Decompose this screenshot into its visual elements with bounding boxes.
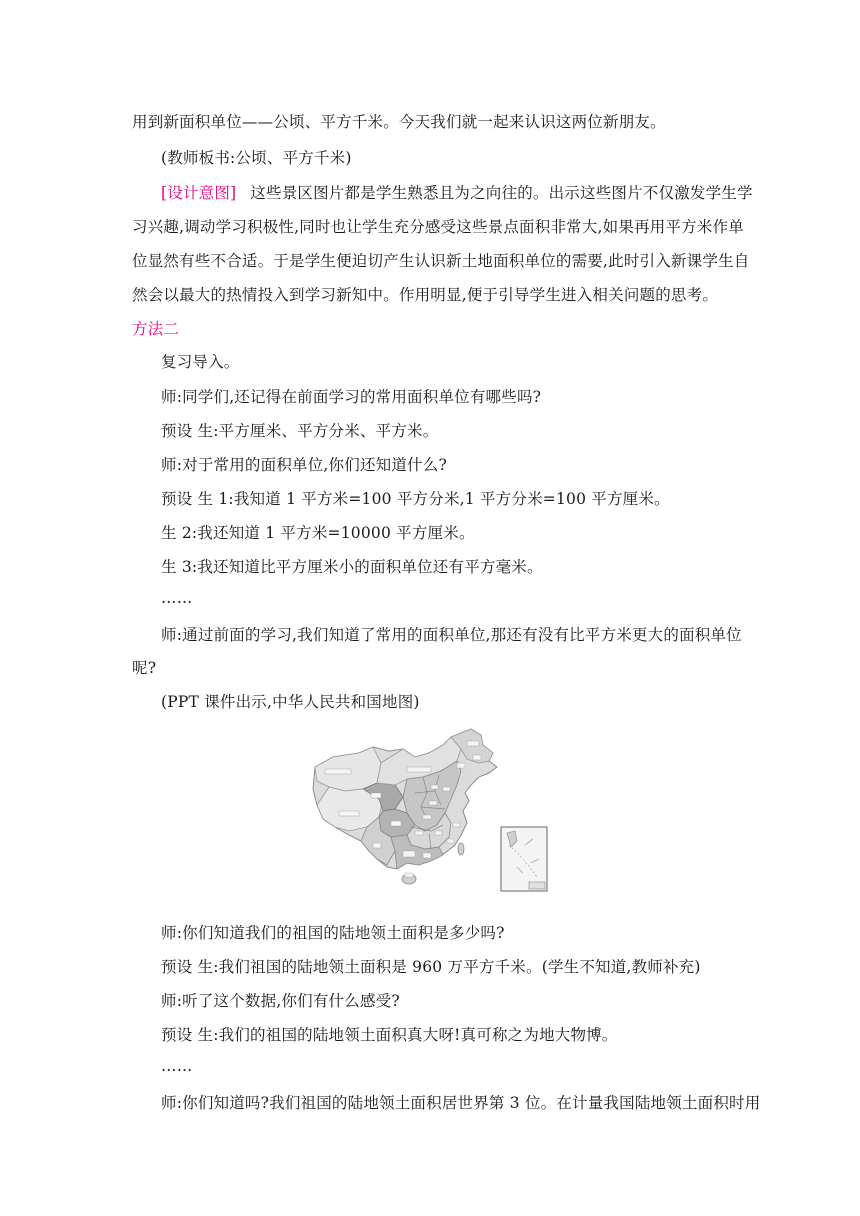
design-intent-text: 这些景区图片都是学生熟悉且为之向往的。出示这些图片不仅激发学生学 bbox=[250, 184, 753, 202]
dialogue-line: 预设 生:平方厘米、平方分米、平方米。 bbox=[161, 422, 439, 440]
section-heading: 方法二 bbox=[132, 320, 180, 338]
dialogue-line: 师:通过前面的学习,我们知道了常用的面积单位,那还有没有比平方米更大的面积单位 bbox=[161, 626, 742, 644]
dialogue-line: 生 2:我还知道 1 平方米=10000 平方厘米。 bbox=[161, 524, 475, 542]
design-intent-line bbox=[161, 183, 753, 203]
dialogue-line: 预设 生:我们的祖国的陆地领土面积真大呀!真可称之为地大物博。 bbox=[161, 1026, 618, 1044]
dialogue-line: 呢? bbox=[132, 659, 157, 677]
dialogue-line: (PPT 课件出示,中华人民共和国地图) bbox=[161, 693, 420, 711]
dialogue-line: 预设 生 1:我知道 1 平方米=100 平方分米,1 平方分米=100 平方厘米。 bbox=[161, 490, 670, 508]
paragraph-line: 然会以最大的热情投入到学习新知中。作用明显,便于引导学生进入相关问题的思考。 bbox=[132, 286, 719, 304]
paragraph-line: 习兴趣,调动学习积极性,同时也让学生充分感受这些景点面积非常大,如果再用平方米作单 bbox=[132, 218, 744, 236]
china-map-figure bbox=[311, 727, 551, 895]
china-map-icon bbox=[311, 727, 551, 895]
dialogue-line: 师:对于常用的面积单位,你们还知道什么? bbox=[161, 456, 447, 474]
ellipsis: …… bbox=[161, 1057, 193, 1075]
dialogue-line: 师:你们知道吗?我们祖国的陆地领土面积居世界第 3 位。在计量我国陆地领土面积时用 bbox=[161, 1094, 761, 1112]
design-intent-tag: [设计意图] bbox=[161, 184, 237, 202]
paragraph-line: 复习导入。 bbox=[161, 353, 240, 371]
dialogue-line: 预设 生:我们祖国的陆地领土面积是 960 万平方千米。(学生不知道,教师补充) bbox=[161, 958, 701, 976]
board-note: (教师板书:公顷、平方千米) bbox=[161, 149, 352, 167]
dialogue-line: 师:你们知道我们的祖国的陆地领土面积是多少吗? bbox=[161, 924, 505, 942]
dialogue-line: 师:听了这个数据,你们有什么感受? bbox=[161, 992, 400, 1010]
paragraph-line: 位显然有些不合适。于是学生便迫切产生认识新土地面积单位的需要,此时引入新课学生自 bbox=[132, 252, 750, 270]
dialogue-line: 生 3:我还知道比平方厘米小的面积单位还有平方毫米。 bbox=[161, 558, 543, 576]
paragraph-line: 用到新面积单位——公顷、平方千米。今天我们就一起来认识这两位新朋友。 bbox=[132, 113, 666, 131]
dialogue-line: 师:同学们,还记得在前面学习的常用面积单位有哪些吗? bbox=[161, 388, 542, 406]
ellipsis: …… bbox=[161, 589, 193, 607]
